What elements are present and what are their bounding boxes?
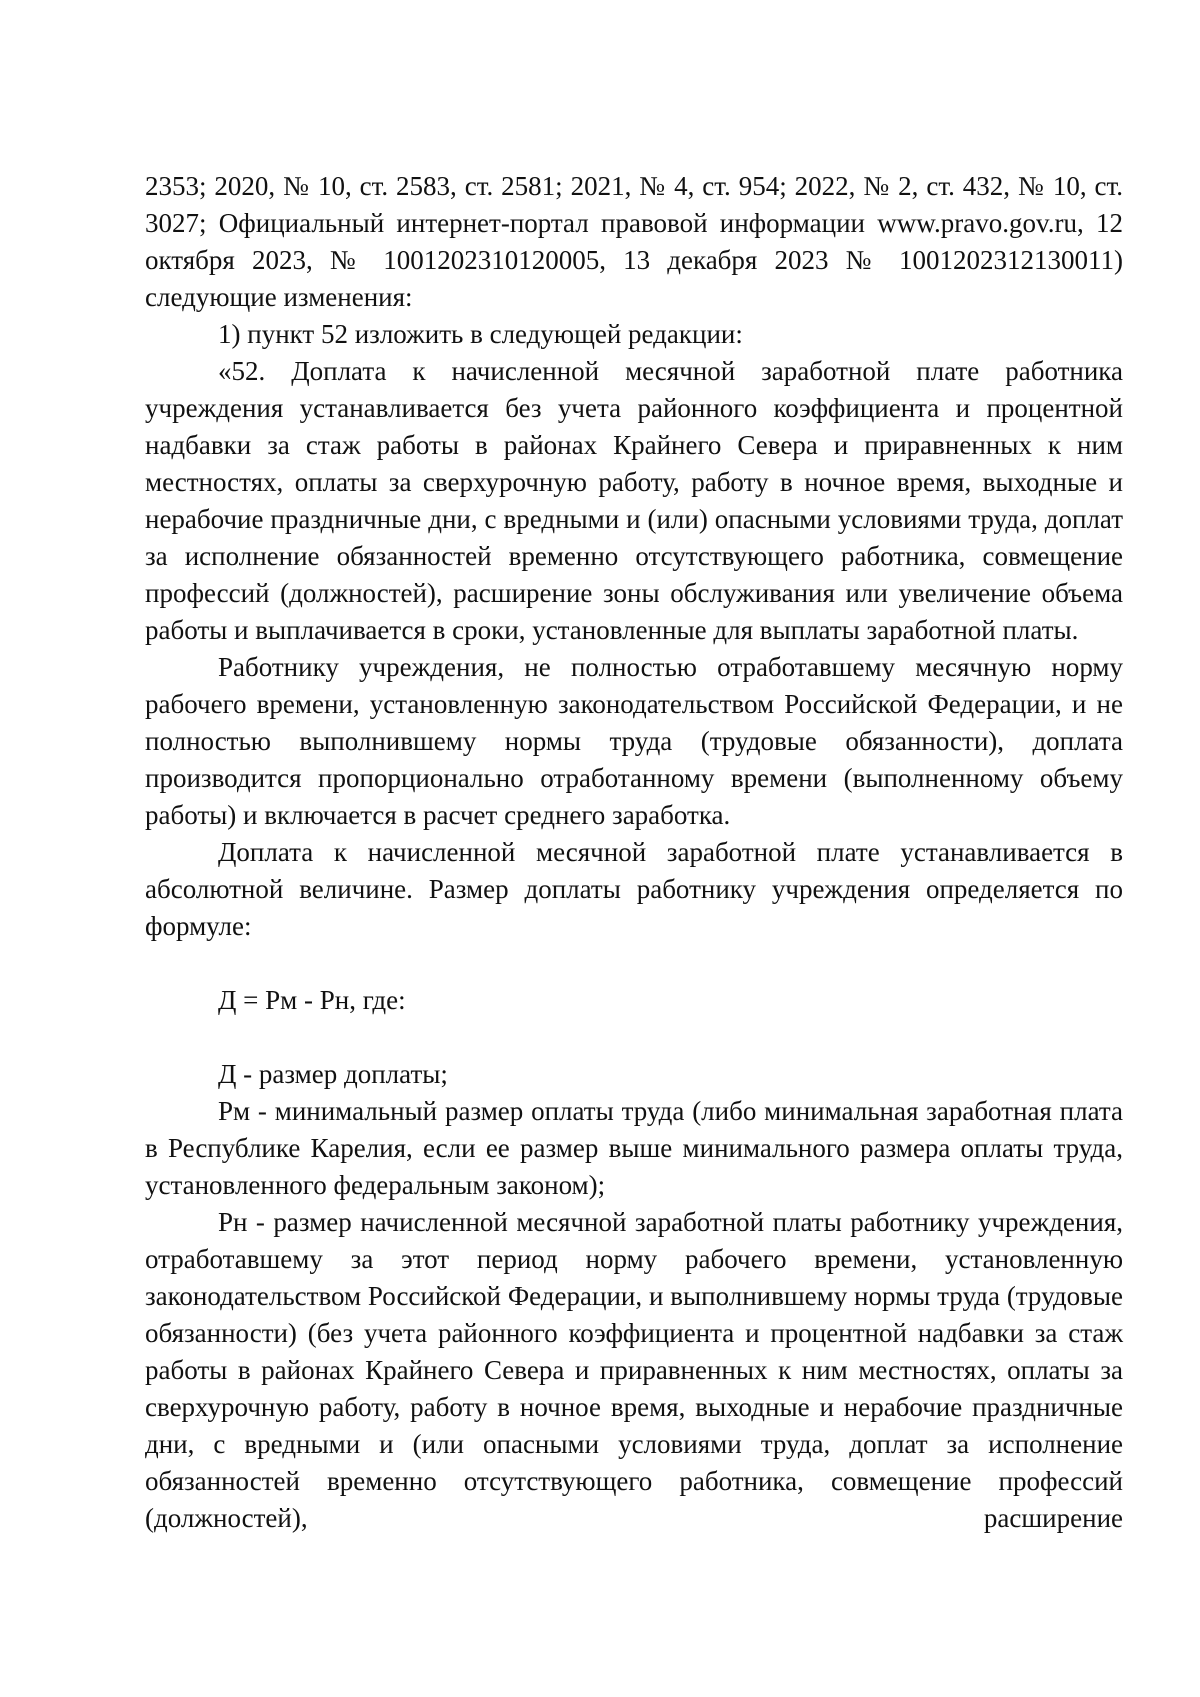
- paragraph-item-1: 1) пункт 52 изложить в следующей редакции:: [218, 319, 743, 349]
- paragraph-proportional: Работнику учреждения, не полностью отработавшему месячную норму рабочего времени, установленную законодательством Российской Федерации, и не полностью выполнившему нормы труда (трудовые обязанности), доплата производится пропорционально отработанному времени (выполненному объему работы) и включается в расчет среднего заработка.: [145, 652, 1123, 830]
- formula: Д = Рм - Рн, где:: [218, 985, 406, 1015]
- definition-rn: Рн - размер начисленной месячной заработной платы работнику учреждения, отработавшему за этот период норму рабочего времени, установленную законодательством Российской Федерации, и выполнившему нормы труда (трудовые обязанности) (без учета районного коэффициента и процентной надбавки за стаж работы в районах Крайнего Севера и приравненных к ним местностях, оплаты за сверхурочную работу, работу в ночное время, выходные и нерабочие праздничные дни, с вредными и (или опасными условиями труда, доплат за исполнение обязанностей временно отсутствующего работника, совмещение профессий (должностей), расширение: [145, 1207, 1123, 1533]
- paragraph-formula-intro: Доплата к начисленной месячной заработной плате устанавливается в абсолютной величине. Размер доплаты работнику учреждения определяется по формуле:: [145, 837, 1123, 941]
- paragraph-point-52: «52. Доплата к начисленной месячной заработной плате работника учреждения устанавливается без учета районного коэффициента и процентной надбавки за стаж работы в районах Крайнего Севера и приравненных к ним местностях, оплаты за сверхурочную работу, работу в ночное время, выходные и нерабочие праздничные дни, с вредными и (или) опасными условиями труда, доплат за исполнение обязанностей временно отсутствующего работника, совмещение профессий (должностей), расширение зоны обслуживания или увеличение объема работы и выплачивается в сроки, установленные для выплаты заработной платы.: [145, 356, 1123, 645]
- definition-d: Д - размер доплаты;: [218, 1059, 448, 1089]
- paragraph-continuation: 2353; 2020, № 10, ст. 2583, ст. 2581; 2021, № 4, ст. 954; 2022, № 2, ст. 432, № 10, ст. 3027; Официальный интернет-портал правовой информации www.pravo.gov.ru, 12 октября 2023, № 1001202310120005, 13 декабря 2023 № 1001202312130011) следующие изменения:: [145, 171, 1123, 312]
- document-body: [145, 168, 1123, 1537]
- definition-rm: Рм - минимальный размер оплаты труда (либо минимальная заработная плата в Республике Карелия, если ее размер выше минимального размера оплаты труда, установленного федеральным законом);: [145, 1096, 1123, 1200]
